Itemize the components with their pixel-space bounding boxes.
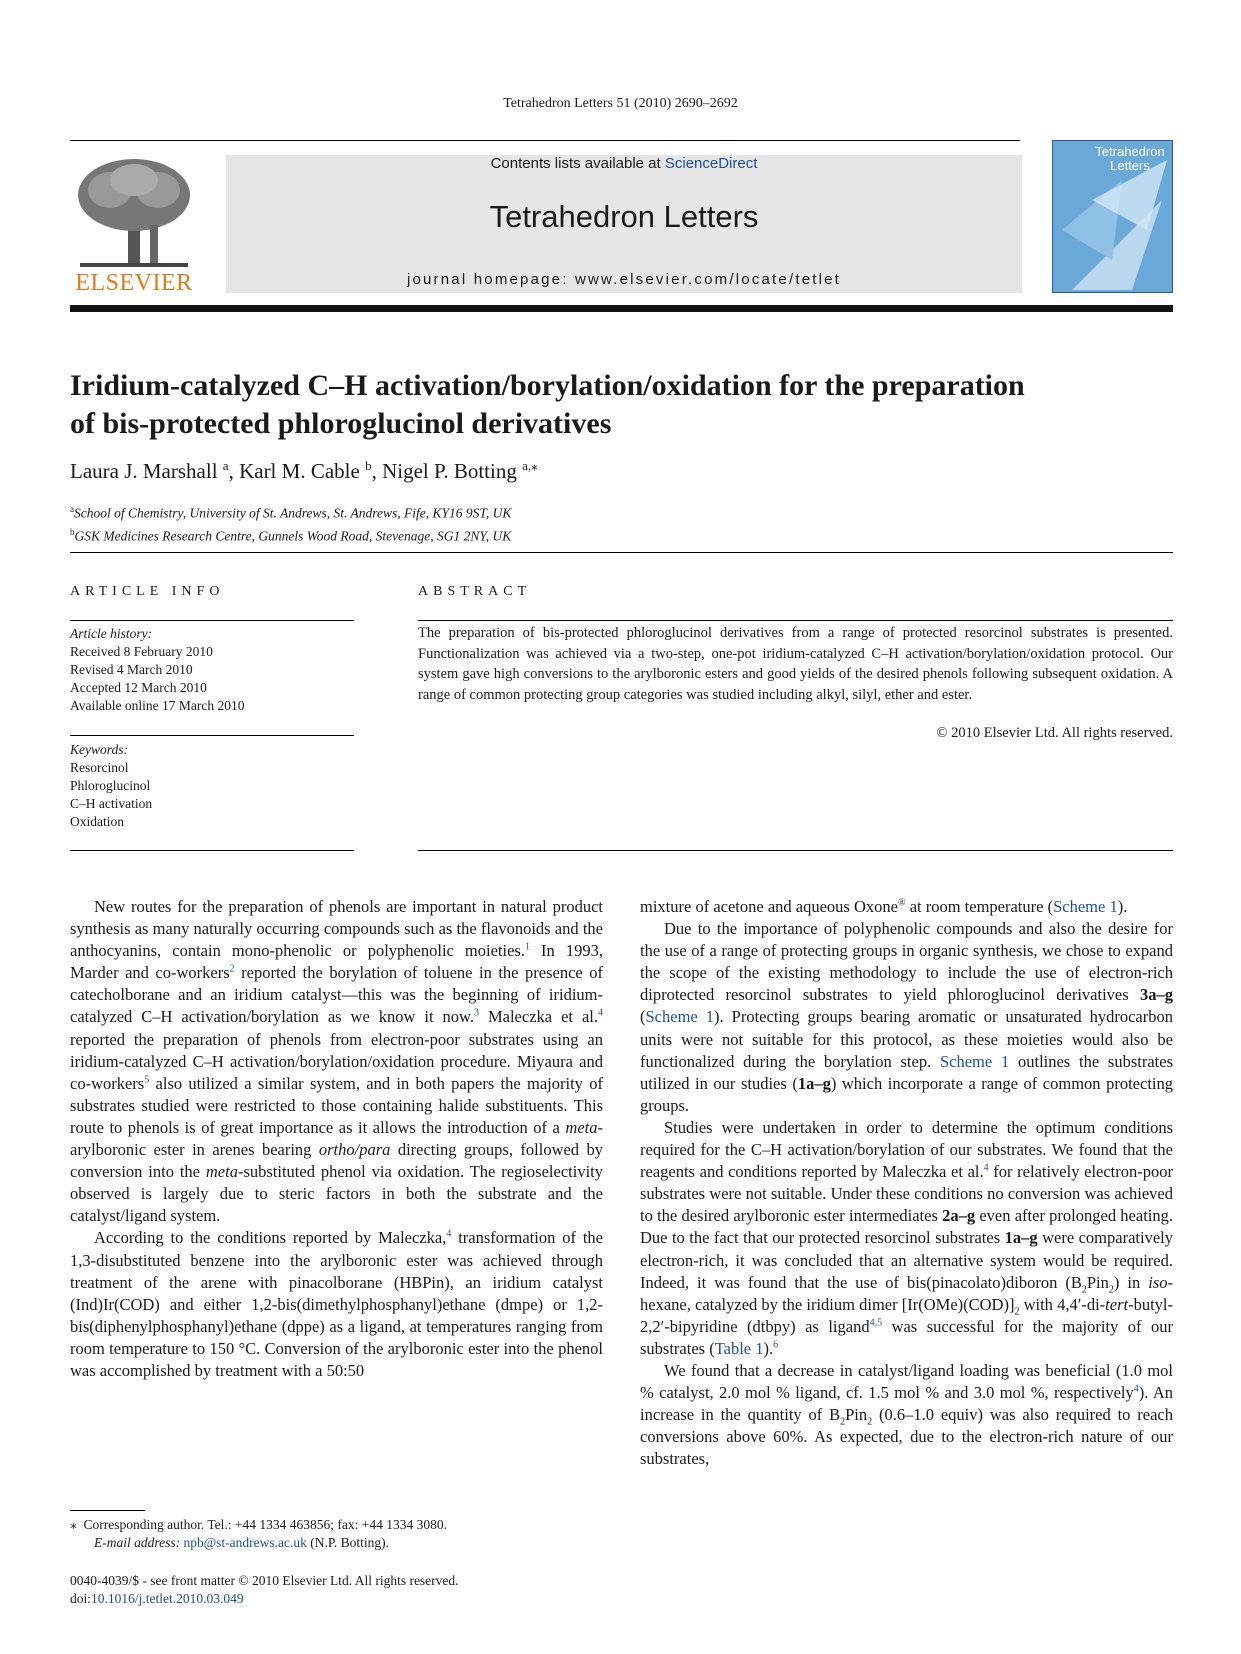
- citation-ref[interactable]: 6: [773, 1339, 779, 1351]
- header-thick-rule: [70, 305, 1173, 312]
- journal-homepage[interactable]: journal homepage: www.elsevier.com/locate/tetlet: [406, 271, 842, 288]
- elsevier-wordmark: ELSEVIER: [75, 270, 193, 296]
- abstract-rule: [418, 620, 1173, 621]
- journal-title: Tetrahedron Letters: [489, 199, 759, 234]
- keyword: Oxidation: [70, 814, 124, 829]
- affiliation-mark: b: [70, 526, 75, 537]
- body-paragraph: Studies were undertaken in order to determine the optimum conditions required for the C–H activation/borylation of our substrates. We found that the reagents and conditions reported by Maleczka et al.$^4$ for relatively electron-poor substrates were not suitable. Under these conditions no conversion was achieved to the desired arylboronic ester intermediates 2a–g even after prolonged heating. Due to the fact that our protected resorcinol substrates 1a–g were comparatively electron-rich, it was concluded that an alternative system would be required. Indeed, it was found that the use of bis(pinacolato)diboron $(B_2Pin_2)$ in iso-hexane, catalyzed by the iridium dimer $[Ir(OMe)(COD)]_2$ with 4,4′-di-tert-butyl-2,2′-bipyridine (dtbpy) as ligand$^{4,5}$ was successful for the majority of our substrates (Table 1).$^6$: [640, 1117, 1173, 1358]
- affiliation-text: GSK Medicines Research Centre, Gunnels Wood Road, Stevenage, SG1 2NY, UK: [74, 528, 512, 543]
- article-title-line2: of bis-protected phloroglucinol derivatives: [70, 407, 612, 440]
- citation-ref[interactable]: 4: [597, 1007, 603, 1019]
- body-paragraph: New routes for the preparation of phenols are important in natural product synthesis as many naturally occurring compounds such as the flavonoids and the anthocyanins, contain mono-phenolic or polyphenolic moieties.$^1$ In 1993, Marder and co-workers$^2$ reported the borylation of toluene in the presence of catecholborane and an iridium catalyst—this was the beginning of iridium-catalyzed C–H activation/borylation as we know it now.$^3$ Maleczka et al.$^4$ reported the preparation of phenols from electron-poor substrates using an iridium-catalyzed C–H activation/borylation/oxidation procedure. Miyaura and co-workers$^5$ also utilized a similar system, and in both papers the majority of substrates studied were restricted to those containing halide substituents. This route to phenols is of great importance as it allows the introduction of a meta-arylboronic ester in arenes bearing ortho/para directing groups, followed by conversion into the meta-substituted phenol via oxidation. The regioselectivity observed is largely due to steric factors in both the substrate and the catalyst/ligand system.: [70, 897, 603, 1226]
- citation-ref[interactable]: 2: [229, 963, 235, 975]
- article-info-rule: [70, 620, 354, 621]
- affiliations: [70, 500, 511, 545]
- footnote-star: ⁎: [70, 1517, 77, 1532]
- abstract-heading: ABSTRACT: [418, 584, 532, 599]
- email-label: E-mail address:: [94, 1535, 184, 1550]
- affiliation-rule: [70, 552, 1173, 553]
- journal-cover-image: [1052, 140, 1173, 293]
- author-name[interactable]: Nigel P. Botting: [382, 459, 517, 483]
- body-paragraph: mixture of acetone and aqueous Oxone® at room temperature (Scheme 1).: [640, 897, 1128, 916]
- author-affil-mark: b: [365, 458, 372, 473]
- author-affil-mark: a,⁎: [522, 458, 538, 473]
- author-list: Laura J. Marshall $^a$, Karl M. Cable $^b$, Nigel P. Botting $^{a,⁎}$: [70, 458, 538, 483]
- keyword: Resorcinol: [70, 760, 129, 775]
- scheme-link[interactable]: Scheme 1: [645, 1007, 715, 1027]
- citation-ref[interactable]: 4: [1133, 1383, 1139, 1395]
- keyword: Phloroglucinol: [70, 778, 151, 793]
- contents-prefix: Contents lists available at: [490, 155, 665, 172]
- keywords-rule: [70, 735, 354, 736]
- article-title: [70, 367, 1120, 443]
- abstract-bottom-rule: [418, 850, 1173, 851]
- doi-link[interactable]: 10.1016/j.tetlet.2010.03.049: [91, 1591, 244, 1606]
- body-right-column: [640, 896, 1173, 1470]
- affiliation: [70, 523, 511, 546]
- citation-ref[interactable]: 4: [983, 1162, 989, 1174]
- body-paragraph: We found that a decrease in catalyst/ligand loading was beneficial (1.0 mol % catalyst, 2.0 mol % ligand, cf. 1.5 mol % and 3.0 mol %, respectively$^4$). An increase in the quantity of $B_2Pin_2$ (0.6–1.0 equiv) was also required to reach conversions above 60%. As expected, due to the electron-rich nature of our substrates,: [640, 1360, 1173, 1469]
- history-item: Accepted 12 March 2010: [70, 680, 207, 695]
- citation-ref[interactable]: 3: [474, 1007, 479, 1019]
- cover-title-line2: Letters: [1110, 158, 1150, 173]
- affiliation-mark: a: [70, 504, 74, 514]
- corresponding-author-footnote: [70, 1516, 630, 1552]
- history-label: Article history:: [70, 626, 153, 641]
- body-paragraph: According to the conditions reported by Maleczka,$^4$ transformation of the 1,3-disubstituted benzene into the arylboronic ester was achieved through treatment of the arene with pinacolborane (HBPin), an iridium catalyst (Ind)Ir(COD) and either 1,2-bis(dimethylphosphanyl)ethane (dmpe) or 1,2-bis(diphenylphosphanyl)ethane (dppe) as a ligand, at temperatures ranging from room temperature to 150 °C. Conversion of the arylboronic ester into the phenol was accomplished by treatment with a 50:50: [70, 1228, 603, 1380]
- history-item: Received 8 February 2010: [70, 644, 213, 659]
- article-history: [70, 625, 354, 715]
- keywords-label: Keywords:: [70, 742, 128, 757]
- footnote-rule: [70, 1510, 145, 1511]
- article-title-line1: Iridium-catalyzed C–H activation/borylation/oxidation for the preparation: [70, 369, 1025, 402]
- article-info-heading: ARTICLE INFO: [70, 584, 225, 599]
- history-item: Revised 4 March 2010: [70, 662, 193, 677]
- history-item: Available online 17 March 2010: [70, 698, 245, 713]
- abstract-copyright: © 2010 Elsevier Ltd. All rights reserved.: [936, 725, 1173, 741]
- citation-ref[interactable]: 4: [446, 1228, 452, 1240]
- header-rule: [70, 140, 1020, 141]
- scheme-link[interactable]: Scheme 1: [939, 1051, 1010, 1071]
- front-matter-footnote: [70, 1572, 670, 1608]
- contents-line: [226, 155, 1022, 172]
- citation-ref[interactable]: 5: [144, 1074, 150, 1086]
- sciencedirect-link[interactable]: ScienceDirect: [664, 155, 758, 172]
- scheme-link[interactable]: Scheme 1: [1053, 897, 1118, 916]
- doi-prefix: doi:: [70, 1591, 92, 1606]
- citation-ref[interactable]: 1: [524, 941, 530, 953]
- body-paragraph: Due to the importance of polyphenolic compounds and also the desire for the use of a range of protecting groups in organic synthesis, we chose to expand the scope of the existing methodology to include the use of electron-rich diprotected resorcinol substrates to yield phloroglucinol derivatives 3a–g (Scheme 1). Protecting groups bearing aromatic or unsaturated hydrocarbon units were not suitable for this protocol, as these moieties would also be functionalized during the borylation step. Scheme 1 outlines the substrates utilized in our studies (1a–g) which incorporate a range of common protecting groups.: [640, 919, 1173, 1115]
- corresponding-text: Corresponding author. Tel.: +44 1334 463856; fax: +44 1334 3080.: [83, 1517, 448, 1532]
- citation-ref[interactable]: 4,5: [869, 1317, 883, 1329]
- author-affil-mark: a: [222, 458, 229, 473]
- abstract-text: The preparation of bis-protected phloroglucinol derivatives from a range of protected resorcinol substrates is presented. Functionalization was achieved via a two-step, one-pot iridium-catalyzed C–H activation/borylation/oxidation protocol. Our system gave high conversions to the arylboronic esters and good yields of the desired phenols following subsequent oxidation. A range of common protecting group categories was studied including alkyl, silyl, ether and ester.: [418, 625, 1173, 703]
- keywords: [70, 741, 354, 831]
- cover-title-line1: Tetrahedron: [1095, 144, 1165, 159]
- body-left-column: [70, 896, 603, 1382]
- affiliation: [70, 500, 511, 523]
- author-name[interactable]: Karl M. Cable: [239, 459, 360, 483]
- article-info-bottom-rule: [70, 850, 354, 851]
- keyword: C–H activation: [70, 796, 153, 811]
- email-suffix: (N.P. Botting).: [306, 1535, 390, 1550]
- issn-line: 0040-4039/$ - see front matter © 2010 Elsevier Ltd. All rights reserved.: [70, 1573, 459, 1588]
- email-link[interactable]: npb@st-andrews.ac.uk: [183, 1535, 307, 1550]
- author-name[interactable]: Laura J. Marshall: [70, 459, 218, 483]
- journal-citation: Tetrahedron Letters 51 (2010) 2690–2692: [503, 96, 738, 111]
- affiliation-text: School of Chemistry, University of St. Andrews, St. Andrews, Fife, KY16 9ST, UK: [74, 505, 512, 521]
- table-link[interactable]: Table 1: [714, 1338, 764, 1358]
